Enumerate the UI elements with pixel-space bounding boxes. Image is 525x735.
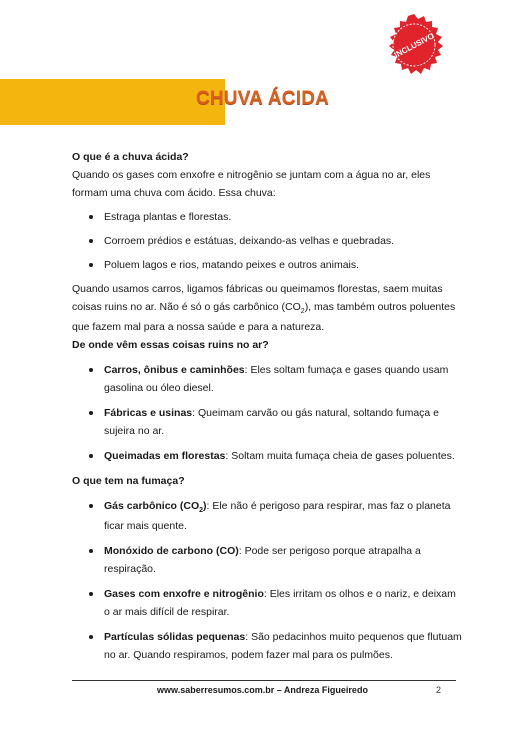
section1-paragraph [72,280,462,336]
item-term: Fábricas e usinas [104,407,193,419]
section2-list [72,361,462,465]
item-term: Monóxido de carbono (CO) [104,545,239,557]
term-text: ) [203,500,207,512]
item-term: Partículas sólidas pequenas [104,631,246,643]
subscript: 2 [300,308,305,315]
term-text: Gás carbônico (CO [104,500,200,512]
page-title: CHUVA ÁCIDA [195,88,330,109]
section2-heading: De onde vêm essas coisas ruins no ar? [72,339,269,351]
section1-heading: O que é a chuva ácida? [72,151,189,163]
page-number: 2 [436,685,442,695]
section3-list [72,497,462,664]
item-text: : São pedacinhos muito pequenos que flutuam no ar. Quando respiramos, podem fazer mal para os pulmões. [104,631,462,661]
inclusive-seal-icon [382,13,446,77]
item-text: : Ele não é perigoso para respirar, mas faz o planeta ficar mais quente. [104,500,451,532]
list-item [72,447,462,465]
list-item [72,404,462,440]
list-item [72,585,462,621]
list-item [72,628,462,664]
subscript: 2 [199,507,204,514]
list-item [72,497,462,535]
footer-credit: www.saberresumos.com.br – Andreza Figueiredo [157,685,368,695]
item-term: Queimadas em florestas [104,450,226,462]
section3-heading: O que tem na fumaça? [72,475,185,487]
item-text: : Pode ser perigoso porque atrapalha a respiração. [104,545,421,575]
item-text: : Queimam carvão ou gás natural, soltando fumaça e sujeira no ar. [104,407,440,437]
section1-list [72,208,462,274]
paragraph-text: ), mas também outros poluentes que fazem mal para a nossa saúde e para a natureza. [72,301,456,333]
item-term: Carros, ônibus e caminhões [104,364,245,376]
list-item [72,361,462,397]
item-term [104,500,207,512]
item-text: : Soltam muita fumaça cheia de gases poluentes. [225,450,455,462]
list-item [72,542,462,578]
paragraph-text: Quando usamos carros, ligamos fábricas ou queimamos florestas, saem muitas coisas ruins no ar. Não é só o gás carbônico (CO [72,283,443,313]
item-term: Gases com enxofre e nitrogênio [104,588,264,600]
list-item: Poluem lagos e rios, matando peixes e outros animais. [72,256,462,274]
list-item: Corroem prédios e estátuas, deixando-as velhas e quebradas. [72,232,462,250]
main-content [72,148,462,671]
list-item: Estraga plantas e florestas. [72,208,462,226]
footer-divider [72,680,456,681]
section1-intro: Quando os gases com enxofre e nitrogênio se juntam com a água no ar, eles formam uma chuva com ácido. Essa chuva: [72,169,431,199]
seal-text: INCLUSIVO [392,31,436,60]
item-text: : Eles irritam os olhos e o nariz, e deixam o ar mais difícil de respirar. [104,588,456,618]
item-text: : Eles soltam fumaça e gases quando usam gasolina ou óleo diesel. [104,364,449,394]
